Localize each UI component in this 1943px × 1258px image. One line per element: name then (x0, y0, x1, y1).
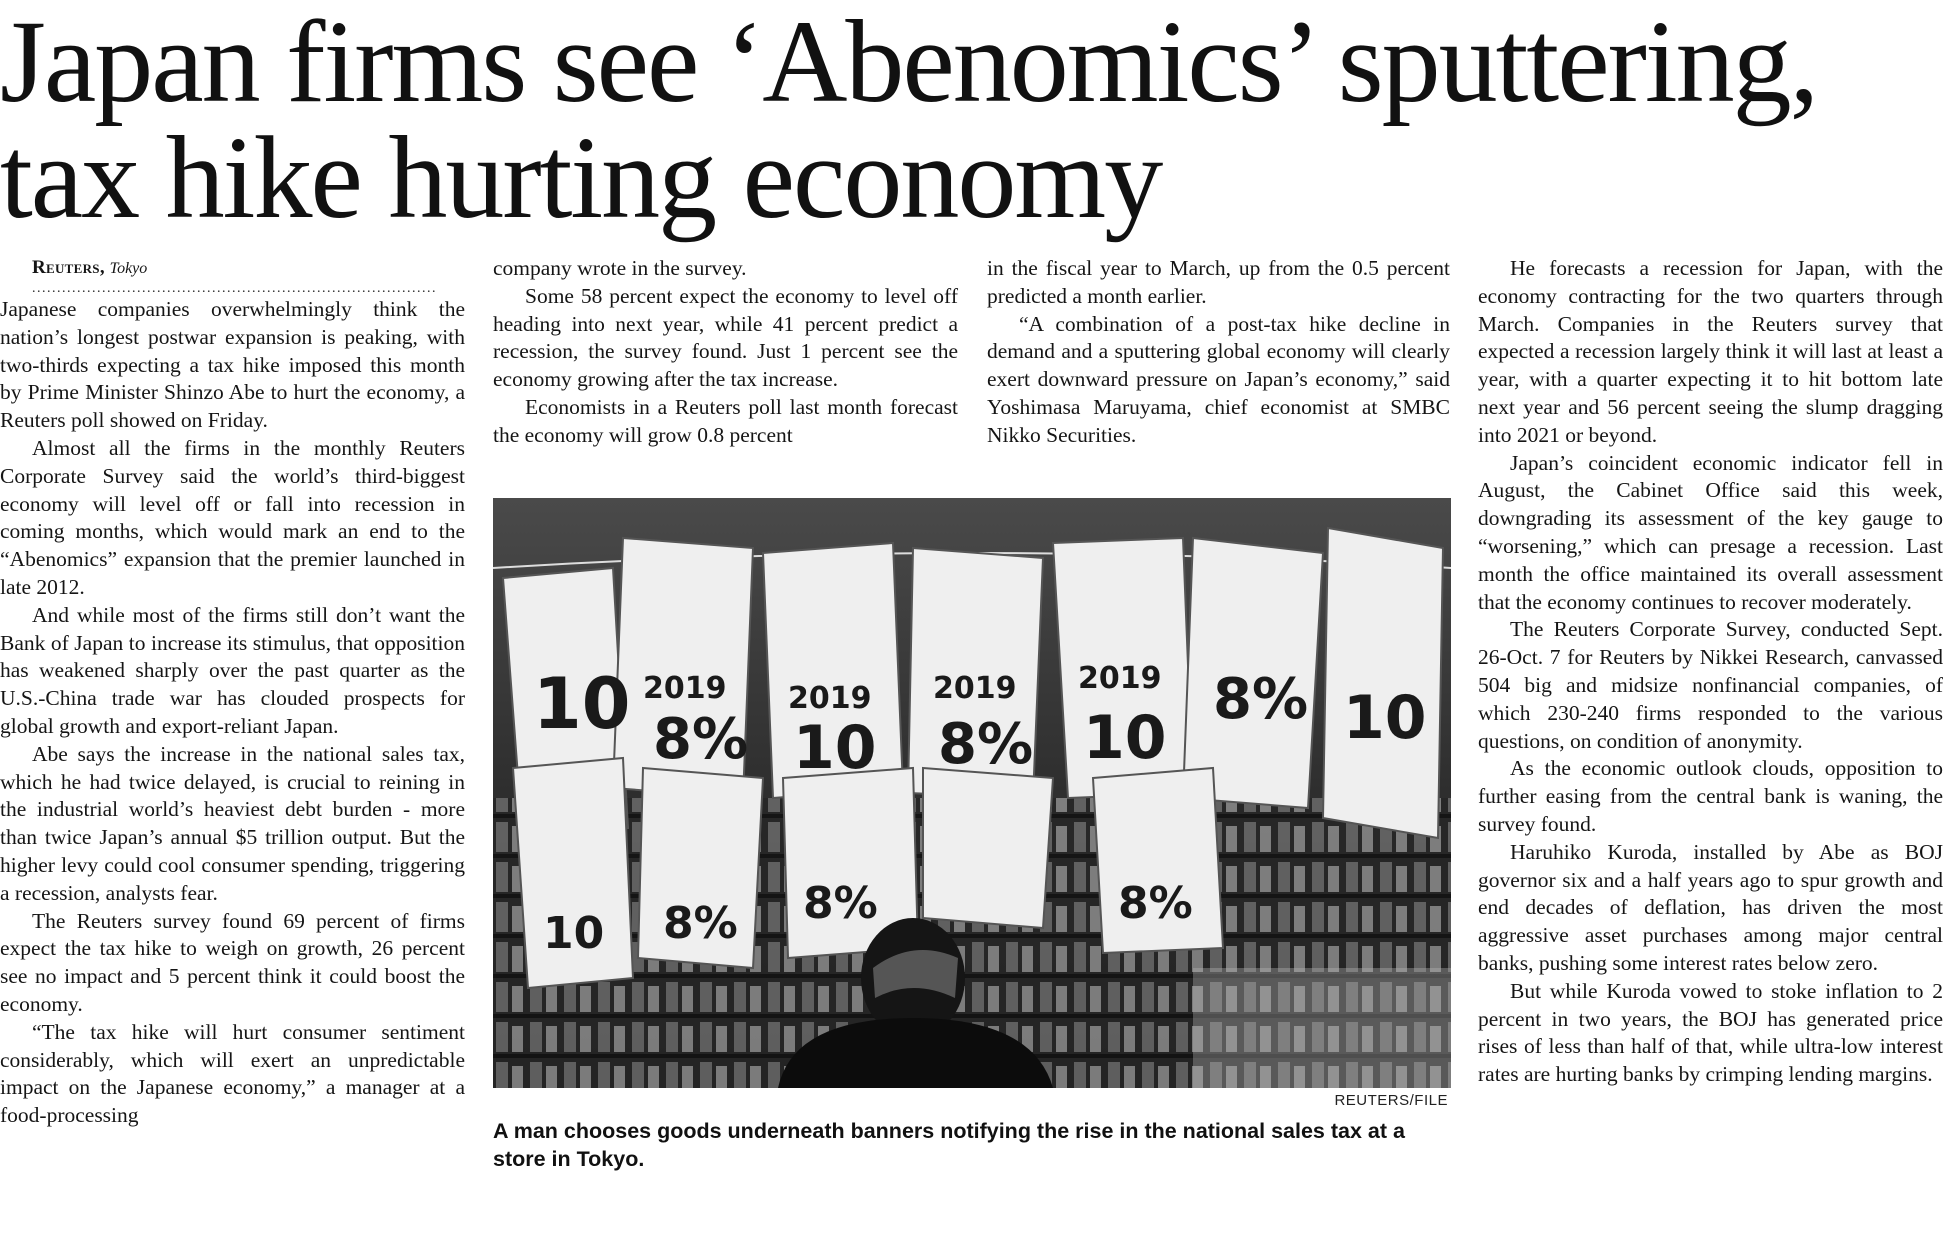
svg-text:2019: 2019 (788, 681, 872, 716)
svg-text:8%: 8% (663, 898, 738, 949)
byline-place: Tokyo (109, 260, 148, 277)
paragraph: He forecasts a recession for Japan, with the economy contracting for the two quarters through March. Companies in the Reuters survey that expected a recession largely think it will last at least a year, with a quarter expecting it to hit bottom late next year and 56 percent seeing the slump dragging into 2021 or beyond. (1478, 256, 1943, 447)
paragraph: Abe says the increase in the national sales tax, which he had twice delayed, is crucial to reining in the industrial world’s heaviest debt burden - more than twice Japan’s annual $5 trillion output. But the higher levy could cool consumer spending, triggering a recession, analysts fear. (0, 741, 465, 905)
svg-text:2019: 2019 (1078, 661, 1162, 696)
svg-text:10: 10 (1083, 703, 1167, 773)
paragraph: Haruhiko Kuroda, installed by Abe as BOJ governor six and a half years ago to spur growth and end decades of deflation, has driven the most aggressive asset purchases among major central banks, pushing some interest rates below zero. (1478, 839, 1943, 975)
photo-credit: REUTERS/FILE (1334, 1092, 1448, 1109)
svg-text:8%: 8% (1213, 667, 1309, 732)
paragraph: Japanese companies overwhelmingly think the nation’s longest postwar expansion is peaking, with two-thirds expecting a tax hike imposed this month by Prime Minister Shinzo Abe to hurt the economy, a Reuters poll showed on Friday. (0, 297, 465, 433)
svg-text:8%: 8% (938, 712, 1034, 777)
svg-text:2019: 2019 (933, 671, 1017, 706)
paragraph: “The tax hike will hurt consumer sentiment considerably, which will exert an unpredictable impact on the Japanese economy,” a manager at a food-processing (0, 1019, 465, 1128)
paragraph: Some 58 percent expect the economy to level off heading into next year, while 41 percent predict a recession, the survey found. Just 1 percent see the economy growing after the tax increase. (493, 283, 958, 392)
svg-text:8%: 8% (1118, 878, 1193, 929)
paragraph: The Reuters survey found 69 percent of firms expect the tax hike to weigh on growth, 26 percent see no impact and 5 percent think it could boost the economy. (0, 908, 465, 1016)
byline-agency: Reuters, (32, 257, 105, 278)
paragraph: And while most of the firms still don’t want the Bank of Japan to increase its stimulus, that opposition has weakened sharply over the past quarter as the U.S.-China trade war has clouded prospects for global growth and export-reliant Japan. (0, 602, 465, 738)
paragraph: Almost all the firms in the monthly Reuters Corporate Survey said the world’s third-biggest economy will level off or fall into recession in coming months, which would mark an end to the “Abenomics” expansion that the premier launched in late 2012. (0, 435, 465, 599)
news-photo (493, 498, 1451, 1088)
byline (0, 255, 465, 282)
headline: Japan firms see ‘Abenomics’ sputtering, tax hike hurting economy (0, 0, 1818, 243)
svg-text:8%: 8% (803, 878, 878, 929)
paragraph: Japan’s coincident economic indicator fell in August, the Cabinet Office said this week, downgrading its assessment of the key gauge to “worsening,” which can presage a recession. Last month the office maintained its overall assessment that the economy continues to recover moderately. (1478, 450, 1943, 614)
paragraph: Economists in a Reuters poll last month forecast the economy will grow 0.8 percent (493, 394, 958, 447)
paragraph: As the economic outlook clouds, opposition to further easing from the central bank is waning, the survey found. (1478, 756, 1943, 836)
paragraph: “A combination of a post-tax hike decline in demand and a sputtering global economy will clearly exert downward pressure on Japan’s economy,” said Yoshimasa Maruyama, chief economist at SMBC Nikko Securities. (987, 311, 1450, 447)
photo-caption: A man chooses goods underneath banners notifying the rise in the national sales tax at a store in Tokyo. (493, 1119, 1405, 1171)
svg-text:2019: 2019 (643, 671, 727, 706)
paragraph: company wrote in the survey. (493, 256, 747, 280)
svg-text:10: 10 (543, 908, 605, 959)
article-column-4 (1478, 255, 1943, 1089)
svg-text:10: 10 (1343, 683, 1427, 753)
article-column-2 (493, 255, 958, 450)
byline-divider: ................................................................................. (32, 282, 437, 296)
svg-text:8%: 8% (653, 707, 749, 772)
paragraph: But while Kuroda vowed to stoke inflation to 2 percent in two years, the BOJ has generated price rises of less than half of that, while ultra-low interest rates are hurting banks by crimping lending margins. (1478, 978, 1943, 1087)
paragraph: in the fiscal year to March, up from the 0.5 percent predicted a month earlier. (987, 256, 1450, 308)
article-column-1 (0, 255, 465, 1130)
store-banners-illustration (493, 498, 1451, 1088)
svg-text:10: 10 (533, 663, 631, 745)
svg-text:10: 10 (793, 713, 877, 783)
paragraph: The Reuters Corporate Survey, conducted Sept. 26-Oct. 7 for Reuters by Nikkei Research, canvassed 504 big and midsize nonfinancial companies, of which 230-240 firms responded to the various questions, on condition of anonymity. (1478, 617, 1943, 753)
article-column-3 (987, 255, 1450, 450)
